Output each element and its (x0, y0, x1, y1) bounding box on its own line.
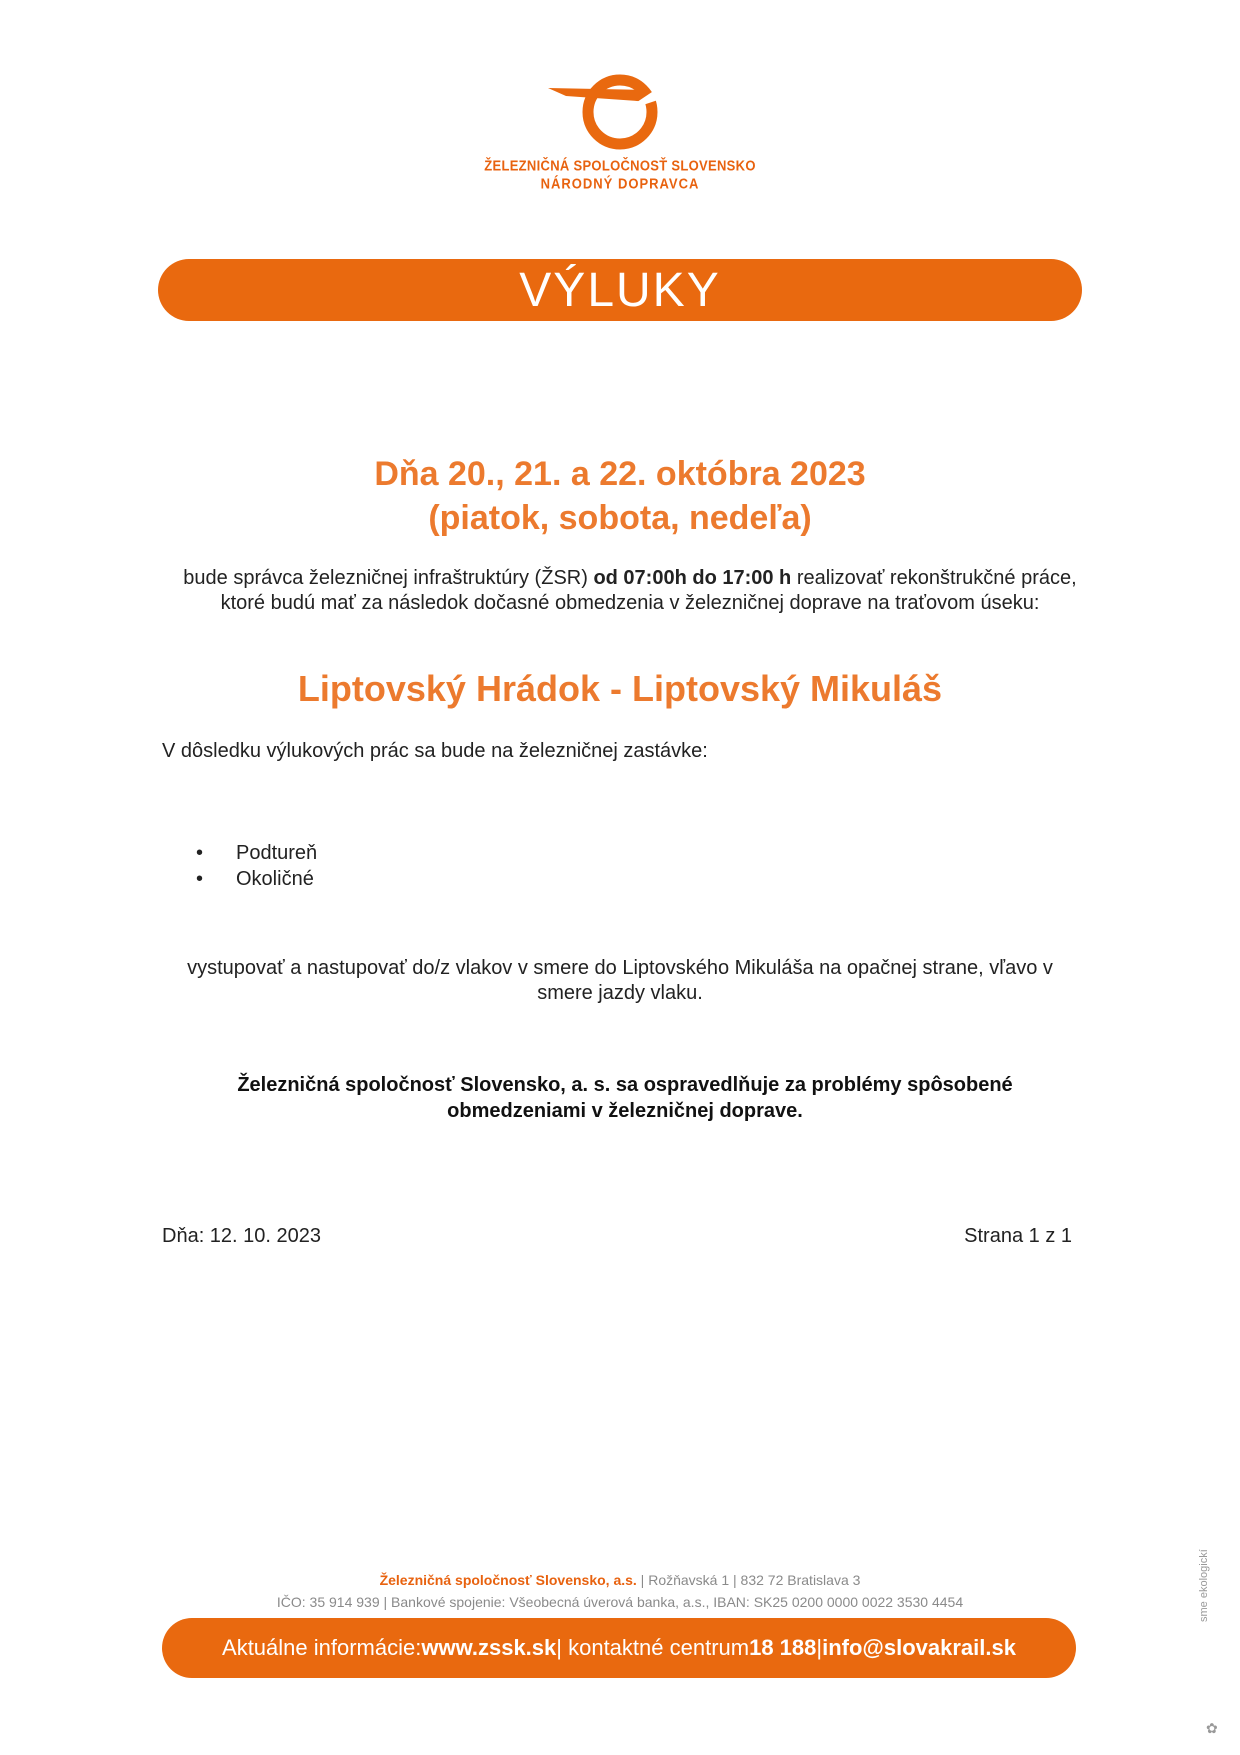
banner-title: VÝLUKY (519, 263, 721, 317)
footer-company: Železničná spoločnosť Slovensko, a.s. (379, 1572, 637, 1588)
date-heading (200, 452, 1040, 540)
logo-tagline: NÁRODNÝ DOPRAVCA (540, 174, 700, 193)
days-line: (piatok, sobota, nedeľa) (428, 499, 812, 537)
footer-website-link[interactable]: www.zssk.sk (421, 1635, 557, 1660)
date-line: Dňa 20., 21. a 22. októbra 2023 (374, 455, 866, 493)
footer-contact-bar (162, 1618, 1076, 1678)
footer-phone[interactable]: 18 188 (749, 1635, 817, 1660)
list-item: • Podtureň (196, 840, 317, 866)
footer-separator: | (816, 1635, 823, 1660)
recycle-icon: ✿ (1206, 1720, 1218, 1736)
intro-paragraph (180, 566, 1080, 616)
intro-text-2: realizovať rekonštrukčné práce, ktoré budú mať za následok dočasné obmedzenia v železničnej doprave na traťovom úseku: (220, 567, 1077, 614)
footer-separator: | kontaktné centrum (556, 1635, 750, 1660)
stops-list (196, 840, 317, 892)
zssk-logo-icon (540, 70, 680, 160)
footer-info-label: Aktuálne informácie: (222, 1635, 422, 1660)
logo-company-name: ŽELEZNIČNÁ SPOLOČNOSŤ SLOVENSKO (484, 156, 756, 175)
consequence-text: V dôsledku výlukových prác sa bude na železničnej zastávke: (162, 740, 708, 762)
apology-text: Železničná spoločnosť Slovensko, a. s. sa ospravedlňuje za problémy spôsobené obmedzeniami v železničnej doprave. (237, 1074, 1013, 1122)
footer-email-link[interactable]: info@slovakrail.sk (822, 1635, 1016, 1660)
footer-address (240, 1572, 1000, 1588)
eco-label: sme ekologickí (1198, 1549, 1210, 1622)
list-item: • Okoličné (196, 866, 317, 892)
boarding-instruction: vystupovať a nastupovať do/z vlakov v smere do Liptovského Mikuláša na opačnej strane, vľavo v smere jazdy vlaku. (187, 957, 1053, 1004)
footer-address-text: | Rožňavská 1 | 832 72 Bratislava 3 (636, 1572, 861, 1588)
title-banner (158, 259, 1082, 321)
issue-date: Dňa: 12. 10. 2023 (162, 1225, 322, 1247)
route-heading: Liptovský Hrádok - Liptovský Mikuláš (297, 668, 943, 709)
intro-time: od 07:00h do 17:00 h (593, 567, 792, 589)
intro-text-1: bude správca železničnej infraštruktúry (ŽSR) (183, 567, 594, 589)
page-number: Strana 1 z 1 (964, 1225, 1072, 1247)
footer-bank-info: IČO: 35 914 939 | Bankové spojenie: Všeobecná úverová banka, a.s., IBAN: SK25 0200 0000 0022 3530 4454 (276, 1594, 964, 1610)
